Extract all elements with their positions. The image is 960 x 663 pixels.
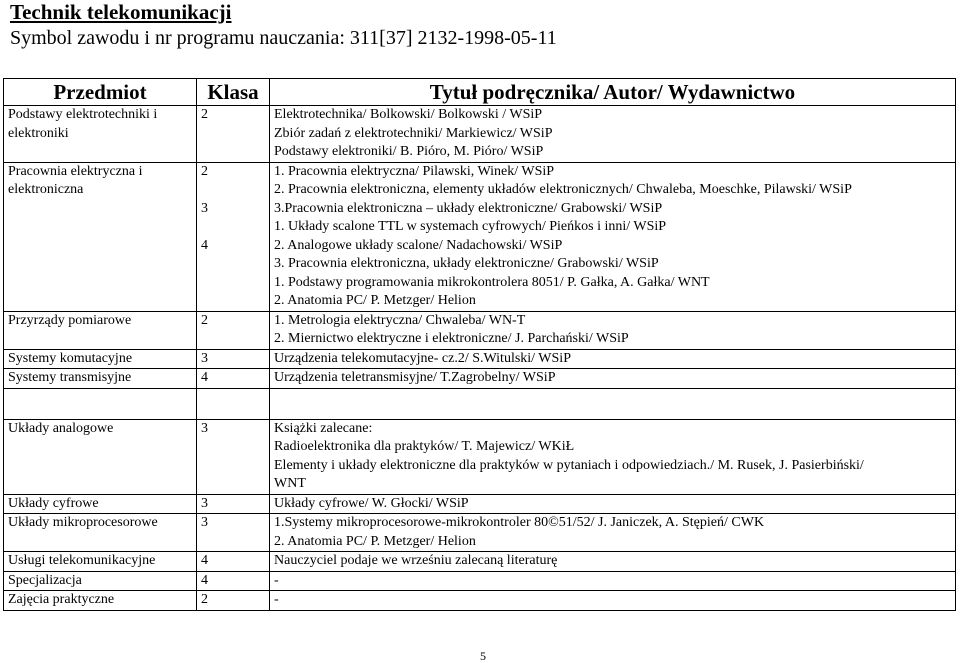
subject-line: Układy analogowe [8,420,114,436]
books-line: Elektrotechnika/ Bolkowski/ Bolkowski / WSiP [274,107,543,122]
table-row [4,311,956,349]
books-line: Układy cyfrowe/ W. Głocki/ WSiP [274,495,469,511]
books-cell [270,591,956,611]
table-row [4,591,956,611]
page-number: 5 [480,649,486,663]
class-line [201,181,265,200]
class-line: 2 [201,312,208,328]
header-subject: Przedmiot [4,79,197,106]
subject-cell [4,494,197,514]
class-line: 4 [201,237,208,253]
subject-line: elektroniczna [8,182,84,197]
class-cell [197,419,270,494]
class-cell [197,162,270,311]
subject-cell [4,369,197,389]
books-line: 1. Metrologia elektryczna/ Chwaleba/ WN-T [274,312,526,328]
header-title: Tytuł podręcznika/ Autor/ Wydawnictwo [270,79,956,106]
subject-line: Przyrządy pomiarowe [8,312,132,328]
spacer-row [4,388,956,419]
books-line: Podstawy elektroniki/ B. Pióro, M. Pióro/ WSiP [274,144,544,159]
class-cell [197,311,270,349]
table-row [4,514,956,552]
subject-cell [4,162,197,311]
subject-line: Układy cyfrowe [8,495,99,511]
subject-line: Systemy transmisyjne [8,370,132,385]
class-cell [197,514,270,552]
table-row [4,106,956,163]
class-line: 2 [201,592,208,607]
books-line: WNT [274,476,306,491]
books-line: 1. Pracownia elektryczna/ Pilawski, Winek/ WSiP [274,163,555,179]
document-title: Technik telekomunikacji [10,0,232,24]
program-symbol: Symbol zawodu i nr programu nauczania: 311[37] 2132-1998-05-11 [10,27,557,49]
subject-cell [4,571,197,591]
books-line: 1. Podstawy programowania mikrokontrolera 8051/ P. Gałka, A. Gałka/ WNT [274,274,710,290]
books-line: Elementy i układy elektroniczne dla praktyków w pytaniach i odpowiedziach./ M. Rusek, J. Pasierbiński/ [274,457,864,473]
books-line: Nauczyciel podaje we wrześniu zalecaną literaturę [274,553,558,568]
subject-cell [4,349,197,369]
table-row [4,369,956,389]
table-body [4,106,956,611]
subject-line: Pracownia elektryczna i [8,163,143,179]
table-row [4,552,956,572]
class-cell [197,106,270,163]
books-cell [270,514,956,552]
books-line: Urządzenia teletransmisyjne/ T.Zagrobelny/ WSiP [274,370,556,385]
books-cell [270,349,956,369]
table-row [4,349,956,369]
subject-cell [4,106,197,163]
class-line [201,255,265,274]
subject-cell [4,591,197,611]
subject-cell [4,514,197,552]
books-cell [270,369,956,389]
books-cell [270,162,956,311]
books-line: 2. Miernictwo elektryczne i elektroniczne/ J. Parchański/ WSiP [274,331,629,346]
books-cell [270,571,956,591]
class-line [201,218,265,237]
subject-cell [4,552,197,572]
subject-cell [4,311,197,349]
books-line: 3.Pracownia elektroniczna – układy elektroniczne/ Grabowski/ WSiP [274,200,663,216]
class-line: 3 [201,350,208,366]
books-cell [270,419,956,494]
empty-cell [197,388,270,419]
class-cell [197,494,270,514]
class-line: 4 [201,553,208,568]
subject-cell [4,419,197,494]
class-cell [197,571,270,591]
books-line: 2. Analogowe układy scalone/ Nadachowski/ WSiP [274,237,563,253]
books-line: 2. Pracownia elektroniczna, elementy układów elektronicznych/ Chwaleba, Moeschke, Pilawski/ WSiP [274,182,852,197]
class-line: 2 [201,107,208,122]
table-row [4,571,956,591]
books-line: - [274,592,279,607]
empty-cell [270,388,956,419]
books-cell [270,311,956,349]
books-line: 3. Pracownia elektroniczna, układy elektroniczne/ Grabowski/ WSiP [274,256,659,271]
table-row [4,419,956,494]
books-line: - [274,572,279,588]
subject-line: Specjalizacja [8,572,82,588]
subject-line: elektroniki [8,125,69,141]
class-line: 3 [201,200,208,216]
class-line: 3 [201,420,208,436]
books-line: 1.Systemy mikroprocesorowe-mikrokontroler 80©51/52/ J. Janiczek, A. Stępień/ CWK [274,515,765,530]
subject-line: Systemy komutacyjne [8,350,133,366]
books-line: 2. Anatomia PC/ P. Metzger/ Helion [274,533,476,549]
table-row [4,162,956,311]
class-line: 3 [201,495,208,511]
textbook-table [3,78,956,611]
books-line: 2. Anatomia PC/ P. Metzger/ Helion [274,293,476,308]
header-class: Klasa [197,79,270,106]
subject-line: Podstawy elektrotechniki i [8,107,158,122]
subject-line: Zajęcia praktyczne [8,592,115,607]
class-cell [197,369,270,389]
subject-line: Układy mikroprocesorowe [8,515,158,530]
empty-cell [4,388,197,419]
books-line: Książki zalecane: [274,420,373,436]
class-line: 4 [201,572,208,588]
class-line: 4 [201,370,208,385]
class-line: 2 [201,163,208,179]
table-header-row [4,79,956,106]
class-cell [197,591,270,611]
books-cell [270,106,956,163]
class-cell [197,552,270,572]
books-cell [270,552,956,572]
table-row [4,494,956,514]
books-line: Zbiór zadań z elektrotechniki/ Markiewicz/ WSiP [274,125,553,141]
books-line: 1. Układy scalone TTL w systemach cyfrowych/ Pieńkos i inni/ WSiP [274,219,667,234]
books-line: Urządzenia telekomutacyjne- cz.2/ S.Witulski/ WSiP [274,350,571,366]
books-line: Radioelektronika dla praktyków/ T. Majewicz/ WKiŁ [274,439,575,454]
subject-line: Usługi telekomunikacyjne [8,553,156,568]
class-line: 3 [201,515,208,530]
class-cell [197,349,270,369]
books-cell [270,494,956,514]
